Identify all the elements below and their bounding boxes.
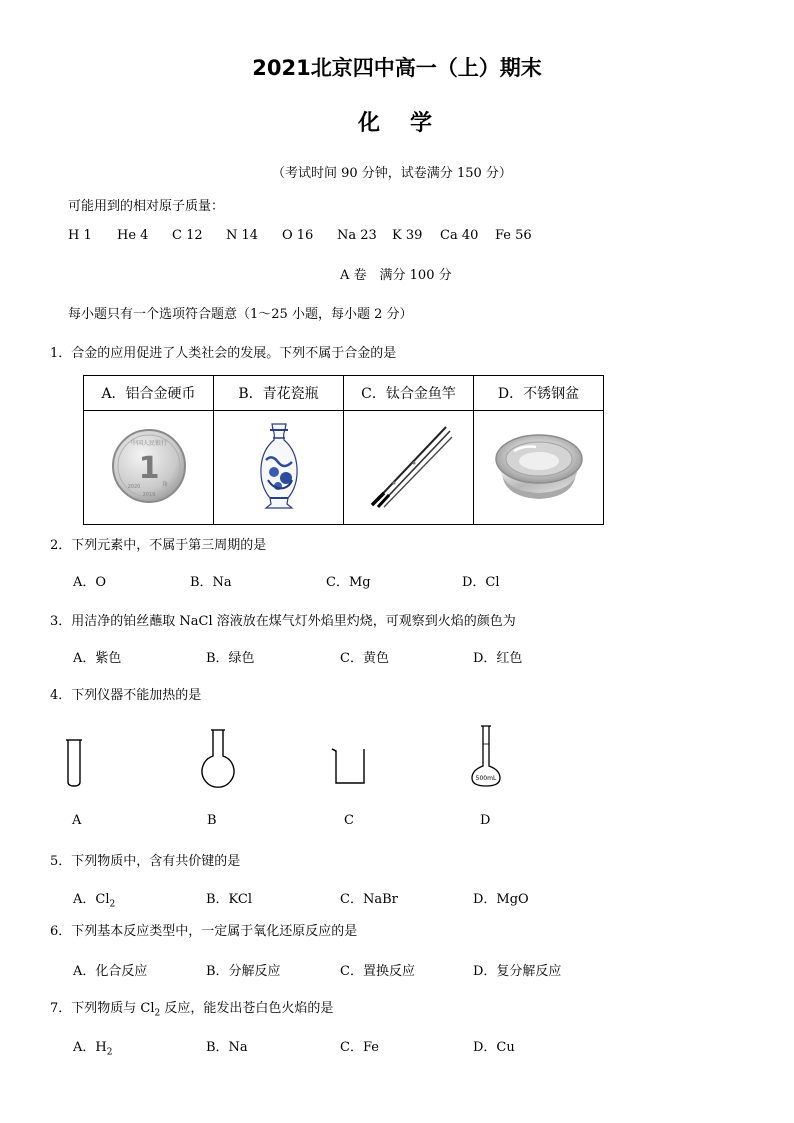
beaker-icon bbox=[330, 745, 370, 785]
atomic-mass-item: N 14 bbox=[226, 228, 259, 243]
question-3-option-b: B．绿色 bbox=[206, 651, 255, 666]
question-2-option-a: A．O bbox=[73, 575, 107, 590]
section-instruction: 每小题只有一个选项符合题意（1～25 小题，每小题 2 分） bbox=[68, 307, 413, 322]
question-5-option-c: C．NaBr bbox=[340, 892, 398, 907]
steel-basin-cell bbox=[474, 411, 604, 525]
atomic-mass-item: O 16 bbox=[282, 228, 314, 243]
coin-bottom-right: 角 bbox=[161, 480, 168, 488]
flask-label: 500mL bbox=[475, 775, 497, 782]
option-cell: B．青花瓷瓶 bbox=[214, 376, 344, 411]
question-3-option-a: A．紫色 bbox=[73, 651, 122, 666]
option-text: A．H bbox=[73, 1040, 107, 1055]
atomic-mass-item: C 12 bbox=[172, 228, 203, 243]
question-5-option-a bbox=[73, 888, 115, 910]
subscript: 2 bbox=[154, 1008, 161, 1019]
question-6-option-d: D．复分解反应 bbox=[473, 964, 562, 979]
question-3-option-c: C．黄色 bbox=[340, 651, 389, 666]
question-7-option-d: D．Cu bbox=[473, 1040, 515, 1055]
question-5-option-d: D．MgO bbox=[473, 892, 529, 907]
question-4-option-c: C bbox=[344, 813, 354, 828]
atomic-mass-item: K 39 bbox=[392, 228, 423, 243]
vase-icon bbox=[254, 420, 304, 512]
question-2-option-c: C．Mg bbox=[326, 575, 371, 590]
steel-basin-icon bbox=[494, 429, 584, 503]
question-6-option-a: A．化合反应 bbox=[73, 964, 148, 979]
coin-bottom-left: 2020 bbox=[127, 483, 140, 490]
test-tube-icon bbox=[64, 738, 84, 788]
vase-cell bbox=[214, 411, 344, 525]
subscript: 2 bbox=[109, 899, 116, 910]
atomic-mass-item: Ca 40 bbox=[440, 228, 479, 243]
question-3-option-d: D．红色 bbox=[473, 651, 523, 666]
question-5-stem: 5．下列物质中，含有共价键的是 bbox=[50, 854, 241, 869]
question-4-option-a: A bbox=[72, 813, 82, 828]
volumetric-flask-icon bbox=[468, 724, 504, 788]
round-flask-icon bbox=[198, 728, 238, 790]
question-2-option-d: D．Cl bbox=[462, 575, 500, 590]
question-5-option-b: B．KCl bbox=[206, 892, 253, 907]
question-1-table bbox=[83, 375, 604, 525]
coin-year: 2019 bbox=[142, 491, 155, 498]
subscript: 2 bbox=[106, 1047, 113, 1058]
stem-text: 反应，能发出苍白色火焰的是 bbox=[160, 1001, 334, 1016]
coin-cell bbox=[84, 411, 214, 525]
question-7-option-c: C．Fe bbox=[340, 1040, 379, 1055]
option-cell: D．不锈钢盆 bbox=[474, 376, 604, 411]
question-7-stem bbox=[50, 997, 333, 1019]
option-cell: C．钛合金鱼竿 bbox=[344, 376, 474, 411]
question-2-option-b: B．Na bbox=[190, 575, 232, 590]
atomic-mass-item: Na 23 bbox=[337, 228, 377, 243]
exam-info: （考试时间 90 分钟，试卷满分 150 分） bbox=[272, 166, 512, 181]
option-cell: A．铝合金硬币 bbox=[84, 376, 214, 411]
stem-text: 7．下列物质与 Cl bbox=[50, 1001, 155, 1016]
exam-title: 2021北京四中高一（上）期末 bbox=[252, 56, 542, 80]
question-6-option-b: B．分解反应 bbox=[206, 964, 281, 979]
question-4-option-b: B bbox=[207, 813, 217, 828]
atomic-mass-item: Fe 56 bbox=[495, 228, 532, 243]
question-4-stem: 4．下列仪器不能加热的是 bbox=[50, 688, 202, 703]
fishing-rod-icon bbox=[364, 421, 454, 511]
question-7-option-a bbox=[73, 1036, 112, 1058]
coin-top-text: 中国人民银行 bbox=[130, 439, 167, 447]
question-4-option-d: D bbox=[480, 813, 491, 828]
question-6-option-c: C．置换反应 bbox=[340, 964, 415, 979]
option-text: A．Cl bbox=[73, 892, 110, 907]
fishing-rod-cell bbox=[344, 411, 474, 525]
question-2-stem: 2．下列元素中，不属于第三周期的是 bbox=[50, 538, 267, 553]
subject-title: 化 学 bbox=[357, 111, 436, 136]
question-1-stem: 1．合金的应用促进了人类社会的发展。下列不属于合金的是 bbox=[50, 346, 397, 361]
question-3-stem: 3．用洁净的铂丝蘸取 NaCl 溶液放在煤气灯外焰里灼烧，可观察到火焰的颜色为 bbox=[50, 614, 516, 629]
question-7-option-b: B．Na bbox=[206, 1040, 248, 1055]
coin-icon bbox=[109, 426, 189, 506]
coin-numeral: 1 bbox=[138, 450, 159, 486]
question-6-stem: 6．下列基本反应类型中，一定属于氧化还原反应的是 bbox=[50, 924, 358, 939]
section-title: A 卷 满分 100 分 bbox=[340, 268, 452, 283]
atomic-mass-label: 可能用到的相对原子质量： bbox=[68, 199, 225, 214]
atomic-mass-item: H 1 bbox=[68, 228, 92, 243]
atomic-mass-item: He 4 bbox=[117, 228, 149, 243]
